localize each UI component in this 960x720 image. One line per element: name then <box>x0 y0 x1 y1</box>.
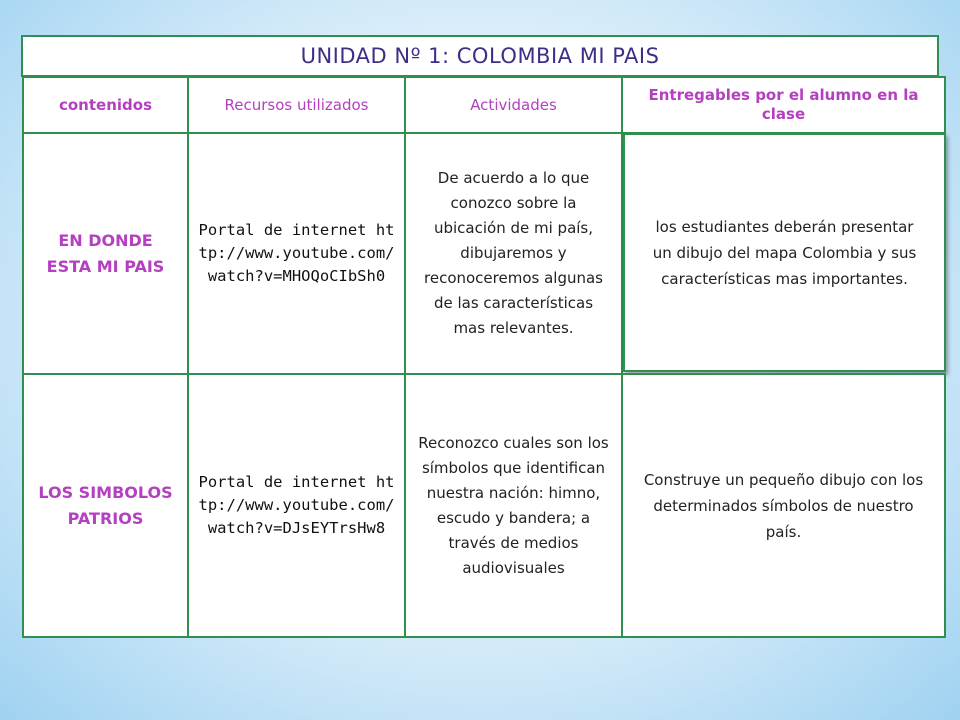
header-entregables: Entregables por el alumno en la clase <box>648 86 919 123</box>
header-actividades: Actividades <box>470 95 557 114</box>
row1-entregable-cell <box>623 133 946 372</box>
row2-actividad-cell <box>404 373 623 638</box>
row2-entregable-cell <box>621 373 946 638</box>
row2-contenido-cell <box>22 373 189 638</box>
row1-actividad-cell <box>404 132 623 375</box>
row2-actividad: Reconozco cuales son los símbolos que identifican nuestra nación: himno, escudo y bandera; a través de medios audiovisuales <box>418 433 609 577</box>
header-entregables-cell <box>621 76 946 134</box>
header-contenidos-cell <box>22 76 189 134</box>
row2-contenido: LOS SIMBOLOS PATRIOS <box>38 482 173 528</box>
row2-recurso-cell <box>187 373 406 638</box>
row1-entregable: los estudiantes deberán presentar un dibujo del mapa Colombia y sus características mas importantes. <box>652 217 917 288</box>
row1-actividad: De acuerdo a lo que conozco sobre la ubicación de mi país, dibujaremos y reconoceremos algunas de las características mas relevantes. <box>424 169 603 337</box>
unit-title: UNIDAD Nº 1: COLOMBIA MI PAIS <box>21 35 939 77</box>
header-contenidos: contenidos <box>58 95 152 114</box>
header-recursos-cell <box>187 76 406 134</box>
row2-recurso: Portal de internet http://www.youtube.com/watch?v=DJsEYTrsHw8 <box>198 473 395 537</box>
header-recursos: Recursos utilizados <box>224 95 369 114</box>
row1-recurso: Portal de internet http://www.youtube.com/watch?v=MHOQoCIbSh0 <box>198 221 395 285</box>
row1-contenido: EN DONDE ESTA MI PAIS <box>46 230 165 276</box>
row1-recurso-cell <box>187 132 406 375</box>
header-actividades-cell <box>404 76 623 134</box>
row1-contenido-cell <box>22 132 189 375</box>
row2-entregable: Construye un pequeño dibujo con los determinados símbolos de nuestro país. <box>643 470 924 541</box>
